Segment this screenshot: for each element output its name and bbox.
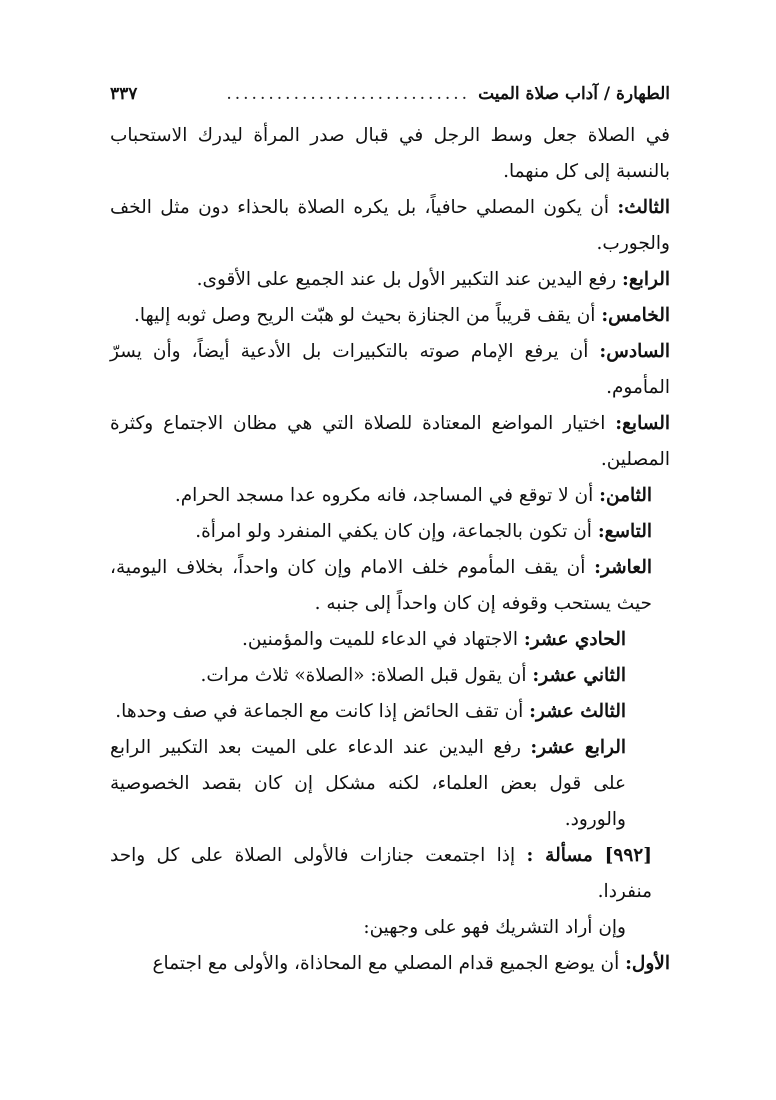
paragraph-label: [٩٩٢] مسألة : bbox=[526, 845, 652, 866]
paragraph-label: الرابع عشر: bbox=[530, 737, 626, 758]
paragraph-15 bbox=[110, 946, 670, 982]
body-text bbox=[110, 118, 670, 982]
paragraph-label: العاشر: bbox=[594, 557, 652, 578]
paragraph-3 bbox=[110, 298, 670, 334]
paragraph-label: السابع: bbox=[615, 413, 670, 434]
paragraph-text: أن يقف المأموم خلف الامام وإن كان واحداً، بخلاف اليومية، حيث يستحب وقوفه إن كان واحداً إلى جنبه . bbox=[110, 557, 652, 614]
paragraph-14 bbox=[110, 910, 670, 946]
paragraph-11 bbox=[110, 694, 670, 730]
paragraph-1 bbox=[110, 190, 670, 262]
paragraph-text: أن يرفع الإمام صوته بالتكبيرات بل الأدعية أيضاً، وأن يسرّ المأموم. bbox=[110, 341, 670, 398]
paragraph-text: اختيار المواضع المعتادة للصلاة التي هي مظان الاجتماع وكثرة المصلين. bbox=[110, 413, 670, 470]
paragraph-12 bbox=[110, 730, 670, 838]
paragraph-label: الثالث: bbox=[617, 197, 670, 218]
running-header bbox=[110, 84, 670, 118]
paragraph-9 bbox=[110, 622, 670, 658]
paragraph-label: الأول: bbox=[625, 953, 670, 974]
paragraph-text: أن لا توقع في المساجد، فانه مكروه عدا مسجد الحرام. bbox=[174, 485, 600, 506]
paragraph-label: السادس: bbox=[599, 341, 670, 362]
paragraph-text: أن يقول قبل الصلاة: «الصلاة» ثلاث مرات. bbox=[200, 665, 533, 686]
paragraph-5 bbox=[110, 406, 670, 478]
paragraph-text: رفع اليدين عند الدعاء على الميت بعد التكبير الرابع على قول بعض العلماء، لكنه مشكل إن كان بقصد الخصوصية والورود. bbox=[110, 737, 626, 830]
paragraph-0 bbox=[110, 118, 670, 190]
paragraph-13 bbox=[110, 838, 670, 910]
header-leader-dots: ............................. bbox=[226, 84, 471, 104]
paragraph-8 bbox=[110, 550, 670, 622]
paragraph-label: الخامس: bbox=[601, 305, 670, 326]
paragraph-text: وإن أراد التشريك فهو على وجهين: bbox=[363, 917, 626, 938]
paragraph-2 bbox=[110, 262, 670, 298]
paragraph-text: أن تقف الحائض إذا كانت مع الجماعة في صف وحدها. bbox=[115, 701, 530, 722]
paragraph-6 bbox=[110, 478, 670, 514]
paragraph-label: الرابع: bbox=[622, 269, 670, 290]
paragraph-label: الثالث عشر: bbox=[529, 701, 626, 722]
paragraph-text: الاجتهاد في الدعاء للميت والمؤمنين. bbox=[242, 629, 524, 650]
paragraph-label: التاسع: bbox=[597, 521, 652, 542]
paragraph-label: الثاني عشر: bbox=[532, 665, 626, 686]
paragraph-text: في الصلاة جعل وسط الرجل في قبال صدر المرأة ليدرك الاستحباب بالنسبة إلى كل منهما. bbox=[110, 125, 670, 182]
paragraph-7 bbox=[110, 514, 670, 550]
paragraph-text: إذا اجتمعت جنازات فالأولى الصلاة على كل واحد منفردا. bbox=[110, 845, 652, 902]
paragraph-label: الثامن: bbox=[599, 485, 652, 506]
paragraph-10 bbox=[110, 658, 670, 694]
paragraph-text: أن يكون المصلي حافياً، بل يكره الصلاة بالحذاء دون مثل الخف والجورب. bbox=[110, 197, 670, 254]
paragraph-text: أن يقف قريباً من الجنازة بحيث لو هبّت الريح وصل ثوبه إليها. bbox=[133, 305, 602, 326]
paragraph-text: رفع اليدين عند التكبير الأول بل عند الجميع على الأقوى. bbox=[196, 269, 623, 290]
document-page bbox=[110, 84, 670, 982]
paragraph-4 bbox=[110, 334, 670, 406]
header-title: الطهارة / آداب صلاة الميت bbox=[478, 84, 670, 104]
paragraph-label: الحادي عشر: bbox=[523, 629, 626, 650]
paragraph-text: أن يوضع الجميع قدام المصلي مع المحاذاة، والأولى مع اجتماع bbox=[152, 953, 626, 974]
paragraph-text: أن تكون بالجماعة، وإن كان يكفي المنفرد ولو امرأة. bbox=[195, 521, 598, 542]
page-number: ٣٣٧ bbox=[110, 84, 138, 104]
